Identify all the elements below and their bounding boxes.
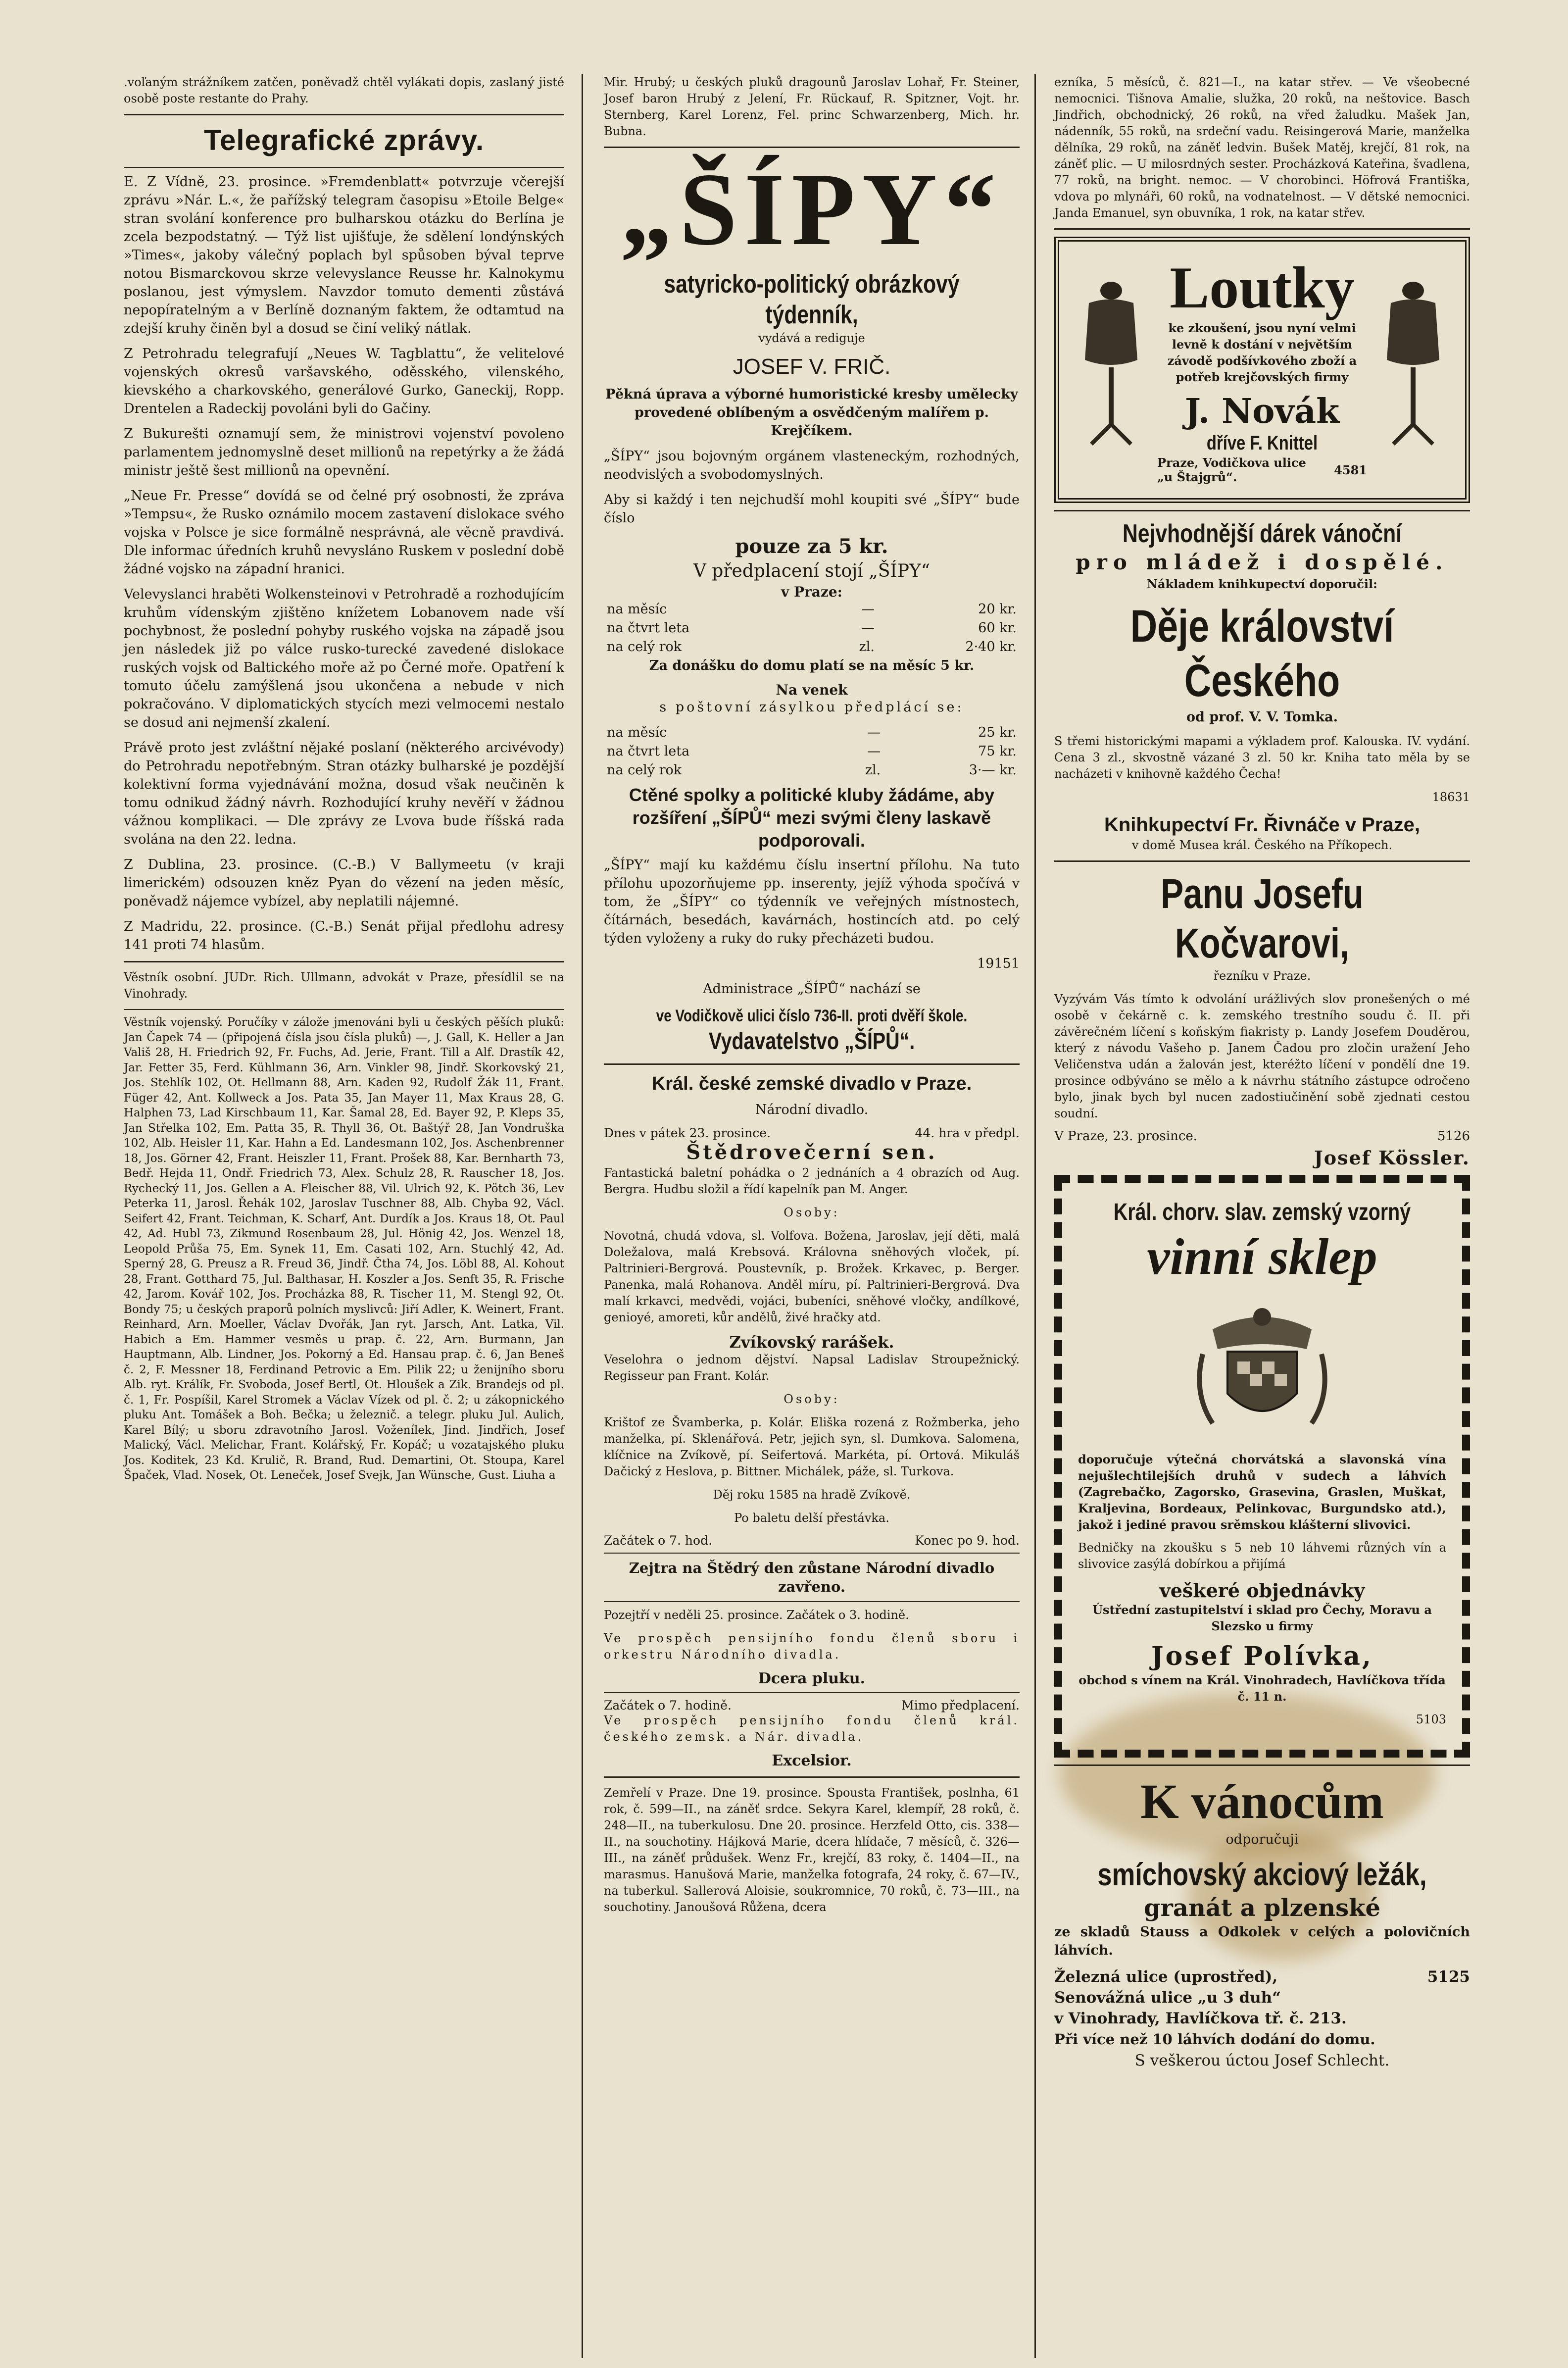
sipy-price: pouze za 5 kr.: [735, 535, 888, 558]
loutky-body: [1157, 255, 1367, 484]
price-cur: zl.: [865, 762, 881, 778]
theatre-title: Král. české zemské divadlo v Praze.: [651, 1073, 972, 1094]
notice-subtitle: řezníku v Praze.: [1213, 969, 1311, 983]
price-value: 25 kr.: [978, 725, 1017, 740]
play-title: Zvíkovský rarášek.: [729, 1333, 894, 1352]
wine-agency: Ústřední zastupitelství i sklad pro Čechy, Moravu a Slezsko u firmy: [1092, 1603, 1432, 1633]
wine-title: vinní sklep: [1147, 1228, 1377, 1285]
mannequin-icon: [1074, 276, 1148, 464]
price-table-prague: [604, 600, 1020, 656]
coat-of-arms-icon: [1183, 1295, 1341, 1443]
sunday-notice: Pozejtří v neděli 25. prosince. Začátek o 3. hodině.: [604, 1608, 909, 1622]
beer-title: K vánocům: [1140, 1774, 1384, 1829]
notice-date: V Praze, 23. prosince.: [1054, 1129, 1198, 1144]
play-setting: Děj roku 1585 na hradě Zvíkově.: [713, 1488, 911, 1502]
book-title: Děje království Českého: [1130, 601, 1394, 706]
price-label: na čtvrt leta: [607, 744, 690, 759]
telegram-bucharest: Z Bukurešti oznamují sem, že ministrovi vojenství povoleno parlamentem jednomyslně deset millionů na repetýrky a že žádá ministr ještě šest millionů na opevnění.: [124, 426, 564, 478]
benefit-notice: Ve prospěch pensijního fondu členů král. českého zemsk. a Nár. divadla.: [604, 1713, 1020, 1744]
loutky-address: Praze, Vodičkova ulice „u Štajgrů“.: [1157, 455, 1306, 484]
notice-title: Panu Josefu Kočvarovi,: [1161, 870, 1364, 966]
news-fragment: Mir. Hrubý; u českých pluků dragounů Jaroslav Lohař, Fr. Steiner, Josef baron Hrubý z Jelení, Fr. Rückauf, R. Spitzner, Vojt. hr. Sternberg, Karel Lorenz, Fel. princ Schwarzenberg, Mich. hr. Bubna.: [604, 75, 1020, 138]
mannequin-icon: [1376, 276, 1450, 464]
coat-of-arms-wrap: [1078, 1295, 1446, 1443]
play-title: Excelsior.: [772, 1752, 852, 1769]
price-value: 75 kr.: [978, 744, 1017, 759]
divider: [1054, 228, 1470, 230]
divider: [604, 1063, 1020, 1065]
divider: [1054, 1764, 1470, 1766]
theatre-subtitle: Národní divadlo.: [755, 1102, 869, 1117]
price-row: [604, 600, 1020, 619]
notice-signature: Josef Kössler.: [1314, 1147, 1470, 1169]
military-news: Věstník vojenský. Poručíky v zálože jmenováni byli u českých pěších pluků: Jan Čapek 74 — (připojená čísla jsou čísla pluků) —, J. Gall, K. Heller a Jan Vališ 28, H. Friedrich 92, Fr. Fuchs, Ad. Jerie, Frant. Till a Alf. Drastík 42, Jar. Fetter 35, Ferd. Kühlmann 36, Arn. Vinkler 98, Jindř. Skorkovský 21, Jos. Stehlík 102, Ot. Hellmann 88, Arn. Kaden 92, Rudolf Žák 11, Frant. Füger 42, Ant. Kollweck a Jos. Pata 35, Jan Mayer 11, Max Kraus 28, G. Halphen 73, Lad Kirschbaum 11, Kar. Šamal 28, Ed. Bayer 92, P. Kleps 35, Jan Střelka 102, Em. Patta 35, R. Thyll 36, Ot. Baštýř 28, Jan Vondruška 102, Alb. Heisler 11, Kar. Hahn a Ed. Landesmann 102, Jos. Aschenbrenner 18, Jos. Görner 42, Frant. Heiszler 11, Frant. Prošek 88, Kar. Bernharth 73, Bedř. Hejda 11, Ondř. Friedrich 73, Alex. Schulz 28, R. Rauscher 18, Jos. Rychecký 11, Jos. Gellen a A. Fleischer 88, Vil. Ulrich 92, K. Pötch 36, Lev Peterka 11, Jarosl. Řehák 102, Jaroslav Tuschner 88, Alb. Chyba 92, Václ. Seifert 42, Frant. Teichman, K. Scharf, Ant. Durdík a Jos. Kraus 18, Ot. Paul 42, Ad. Hubl 73, Zikmund Rosenbaum 28, Jul. Hönig 42, Jos. Wenzel 18, Leopold Průša 75, Em. Synek 11, Em. Casati 102, Arn. Stuchlý 42, Ad. Sperný 28, G. Preusz a R. Freud 36, Jindř. Čtha 74, Jos. Löbl 88, Al. Kohout 28, Frant. Gotthard 75, Jul. Balthasar, H. Koszler a Jos. Senft 35, R. Frische 42, Jarom. Kovář 102, Jos. Procházka 88, R. Tischer 11, M. Stengl 92, Ot. Bondy 75; u českých praporů polních myslivců: Jiří Adler, K. Weinert, Frant. Reinhard, Arn. Moeller, Václav Dvořák, Jan ryt. Jarsch, Ant. Latka, Vil. Habich a Em. Hammer vesměs u prap. č. 22, Arn. Burmann, Jan Hauptmann, Alb. Lindner, Jos. Pokorný a Ed. Hansau prap. č. 6, Jan Beneš č. 2, F. Messner 18, Ferdinand Petrovic a Em. Pilik 22; u ženijního sboru Alb. ryt. Králík, Fr. Svoboda, Josef Bertl, Ot. Hloušek a Zik. Brandejs od pl. č. 1, Fr. Pospíšil, Karel Stromek a Václav Vízek od pl. č. 2; u zákopnického pluku Ant. Tomášek a Boh. Bečka; u železnič. a telegr. pluku Jul. Aulich, Karel Bílý; u sboru zdravotního Jarosl. Voženílek, Jind. Jindřich, Josef Malický, Václ. Melichar, Frant. Kolářský, Fr. Kopáč; u vozatajského pluku Jos. Koditek, 23 Kd. Krulič, R. Brand, Rud. Demartini, Ot. Stoupa, Karel Špaček, Vlad. Nosek, Ot. Leneček, Josef Svejk, Jan Wünsche, Gust. Liuha a: [124, 1016, 564, 1482]
divider: [124, 1009, 564, 1010]
sipy-subtitle: satyricko-politický obrázkový týdenník,: [664, 270, 960, 329]
death-notices: ezníka, 5 měsíců, č. 821—I., na katar střev. — Ve všeobecné nemocnici. Tišnova Amalie, služka, 20 roků, na neštovice. Basch Jindřich, obchodnický, 26 roků, na vřed žaludku. Mašek Jan, nádenník, 55 roků, na srdeční vadu. Reisingerová Marie, manželka dělníka, 29 roků, na záněť ledvin. Bušek Matěj, krejčí, 81 rok, na záněť plic. — U milosrdných sester. Procházková Kateřina, švadlena, 77 roků, na bright. nemoc. — V chorobinci. Höfrová Františka, vdova po mlynáři, 60 roků, na vodnatelnost. — V dětské nemocnici. Janda Emanuel, syn obuvníka, 1 rok, na katar střev.: [1054, 75, 1470, 220]
gift-title: Nejvhodnější dárek vánoční: [1123, 519, 1402, 548]
price-cur: —: [867, 744, 881, 759]
start-time: Začátek o 7. hodině.: [604, 1698, 732, 1713]
sipy-paragraph: „ŠÍPY“ jsou bojovným orgánem vlasteneckým, rozhodných, neodvislých a svobodomyslných.: [604, 449, 1020, 482]
telegram-mission: Právě proto jest zvláštní nějaké poslaní (některého arcivévody) do Petrohradu nepotřebným. Stran otázky bulharské je pozdější kolektivní forma vyjednávání možna, dosud však neučiněn k tomu odnikud žádný návrh. Rozhodující kruhy nevěří v žádnou vážnou komplikaci. — Dle zprávy ze Lvova bude říšská rada svolána na den 22. ledna.: [124, 740, 564, 847]
play-description: Veselohra o jednom dějství. Napsal Ladislav Stroupežnický. Regisseur pan Frant. Kolár.: [604, 1353, 1020, 1383]
closure-notice: Zejtra na Štědrý den zůstane Národní divadlo zavřeno.: [629, 1560, 995, 1595]
beer-number: 5125: [1427, 1968, 1470, 1986]
sipy-paragraph: Aby si každý i ten nejchudší mohl koupiti své „ŠÍPY“ bude číslo: [604, 492, 1020, 526]
wine-subtitle: Král. chorv. slav. zemský vzorný: [1113, 1199, 1411, 1225]
divider: [604, 1553, 1020, 1554]
beer-signature: S veškerou úctou Josef Schlecht.: [1134, 2052, 1390, 2069]
wine-description: doporučuje výtečná chorvátská a slavonská vína nejušlechtilejších druhů v sudech a láhvích (Zagrebačko, Zagorsko, Grasevina, Graslen, Muškat, Kraljevina, Bordeaux, Pelinkovac, Burgundsko atd.), jakož i jediné pravou srěmskou klášterní slivovici.: [1078, 1452, 1446, 1532]
divider: [604, 1692, 1020, 1693]
price-cur: —: [867, 725, 881, 740]
book-description: S třemi historickými mapami a výkladem prof. Kalouska. IV. vydání. Cena 3 zl., skvostně vázané 3 zl. 50 kr. Kniha tato měla by se nacházeti v knihovně každého Čecha!: [1054, 734, 1470, 781]
end-time: Konec po 9. hod.: [915, 1533, 1020, 1548]
price-value: 3·— kr.: [969, 762, 1017, 778]
personal-news: Věstník osobní. JUDr. Rich. Ullmann, advokát v Praze, přesídlil se na Vinohrady.: [124, 970, 564, 1001]
telegram-madrid: Z Madridu, 22. prosince. (C.-B.) Senát přijal předlohu adresy 141 proti 74 hlasům.: [124, 919, 564, 953]
start-time: Začátek o 7. hod.: [604, 1533, 713, 1548]
wine-address: obchod s vínem na Král. Vinohradech, Havlíčkova třída č. 11 n.: [1078, 1673, 1446, 1704]
bookshop-address: v domě Musea král. Českého na Příkopech.: [1131, 838, 1393, 852]
column-3: [1044, 74, 1480, 2358]
price-value: 60 kr.: [978, 620, 1017, 636]
price-label: na měsíc: [607, 725, 667, 740]
divider: [124, 961, 564, 962]
telegram-wolkenstein: Velevyslanci hraběti Wolkensteinovi v Petrohradě a rozhodujícím kruhům vídenským zjištěno knížetem Lobanovem nade vší pochybnost, že poslední pohyby ruského vojska na západě jsou jen následek již po válce rusko-turecké zavedené dislokace ruských vojsk od Baltického moře až po Černé moře. Opatření k tomuto účelu zamýšlená jsou ukončena a nebude v nich pokračováno. V diplomatických stycích mezi velmocemi nestalo se dosud ani nejmenší zkalení.: [124, 587, 564, 730]
wine-firm: Josef Polívka,: [1151, 1641, 1373, 1671]
telegram-dublin: Z Dublina, 23. prosince. (C.-B.) V Ballymeetu (v kraji limerickém) odsouzen kněz Pyan do vězení na jeden měsíc, poněvadž nájemce vybízel, aby neplatili nájemné.: [124, 857, 564, 909]
loutky-row: [1074, 255, 1450, 484]
delivery-note: Za donášku do domu platí se na měsíc 5 kr.: [649, 658, 975, 673]
notice-footer: [1054, 1129, 1470, 1144]
price-value: 2·40 kr.: [965, 639, 1017, 655]
sipy-description: Pěkná úprava a výborné humoristické kresby umělecky provedené oblíbeným a osvědčeným malířem p. Krejčíkem.: [605, 387, 1018, 439]
postal-note: s poštovní zásylkou předplácí se:: [659, 700, 964, 715]
price-label: na celý rok: [607, 639, 682, 655]
column-rule: [582, 74, 583, 2358]
news-fragment: .voľaným strážníkem zatčen, poněvadž chtěl vylákati dopis, zaslaný jisté osobě poste restante do Prahy.: [124, 75, 564, 105]
price-value: 20 kr.: [978, 602, 1017, 617]
loutky-firm: J. Novák: [1184, 392, 1340, 431]
time-line: [604, 1533, 1020, 1548]
price-table-post: [604, 723, 1020, 780]
price-cur: —: [861, 620, 875, 636]
loutky-footer: [1157, 455, 1367, 484]
column-1: [114, 74, 574, 2358]
today-date: Dnes v pátek 23. prosince.: [604, 1126, 771, 1140]
wine-number: 5103: [1416, 1713, 1446, 1726]
play-description: Fantastická baletní pohádka o 2 jednáních a 4 obrazích od Aug. Bergra. Hudbu složil a řídí kapelník pan M. Anger.: [604, 1166, 1020, 1196]
death-notices: Zemřelí v Praze. Dne 19. prosince. Spousta František, poslnha, 61 rok, č. 599—II., na záněť srdce. Sekyra Karel, klempíř, 28 roků, č. 248—II., na tuberkulosu. Dne 20. prosince. Herzfeld Otto, cis. 338—II., na souchotiny. Hájková Marie, dcera hlídače, 7 měsíců, č. 326—III., na záněť průdušek. Wenz Fr., krejčí, 83 roky, č. 1404—II., na marasmus. Hanušová Marie, manželka fotografa, 24 roky, č. 67—IV., na tuberkul. Sallerová Aloisie, soukromnice, 70 roků, č. 73—III., na souchotiny. Janoušová Růžena, dcera: [604, 1786, 1020, 1914]
price-label: na celý rok: [607, 762, 682, 778]
time-line: [604, 1698, 1020, 1713]
price-cur: zl.: [859, 639, 875, 655]
ad-wine-cellar: [1054, 1175, 1470, 1758]
beer-stores: ze skladů Stauss a Odkolek v celých a polovičních láhvích.: [1054, 1924, 1470, 1958]
book-author: od prof. V. V. Tomka.: [1186, 709, 1338, 725]
sipy-masthead: „ŠÍPY“: [620, 152, 1003, 267]
beer-address: Železná ulice (uprostřed),: [1054, 1968, 1278, 1986]
insert-number: 19151: [977, 956, 1020, 971]
wine-sampler: Bedničky na zkoušku s 5 neb 10 láhvemi různých vín a slivovice zasýlá dobírkou a přijímá: [1078, 1541, 1446, 1571]
divider: [604, 1601, 1020, 1602]
beer-address: v Vinohrady, Havlíčkova tř. č. 213.: [1054, 2010, 1347, 2027]
beer-address: Senovážná ulice „u 3 duh“: [1054, 1989, 1281, 2007]
play-intermission: Po baletu delší přestávka.: [734, 1511, 889, 1525]
play-cast: Krištof ze Švamberka, p. Kolár. Eliška rozená z Rožmberka, jeho manželka, pí. Sklenářová. Petr, jejich syn, sl. Dumkova. Salomena, klíčnice na Zvíkově, pí. Seifertová. Markéta, pí. Ortová. Mikuláš Dačický z Heslova, p. Bittner. Michálek, páže, sl. Turkova.: [604, 1415, 1020, 1478]
publisher: Vydavatelstvo „ŠÍPŮ“.: [708, 1028, 915, 1055]
play-title: Dcera pluku.: [758, 1670, 866, 1687]
price-row: [604, 742, 1020, 761]
column-2: [594, 74, 1029, 2358]
column-rule: [1034, 74, 1036, 2358]
outside-title: Na venek: [776, 682, 848, 698]
price-label: na čtvrt leta: [607, 620, 690, 636]
performance-line: [604, 1126, 1020, 1140]
price-row: [604, 723, 1020, 742]
admin-address: ve Vodičkově ulici číslo 736-II. proti dvěří škole.: [656, 1007, 968, 1025]
ad-loutky: [1054, 237, 1470, 503]
telegram-petrograd: Z Petrohradu telegrafují „Neues W. Tagblattu“, že velitelové vojenských okresů varšavského, oděsského, vilenského, kievského a charkovského, generálové Gurko, Ganeckij, Ropp. Drentelen a Radeckij povoláni byli do Gačiny.: [124, 346, 564, 416]
subscription-title: V předplacení stojí „ŠÍPY“: [693, 561, 931, 581]
notice-number: 5126: [1437, 1129, 1470, 1144]
divider: [1054, 860, 1470, 862]
sipy-edited: vydává a rediguje: [758, 331, 865, 345]
play-title: Štědrovečerní sen.: [686, 1141, 937, 1164]
price-row: [604, 619, 1020, 638]
loutky-former: dříve F. Knittel: [1206, 432, 1318, 454]
price-cur: —: [861, 602, 875, 617]
club-appeal: Ctěné spolky a politické kluby žádáme, aby rozšíření „ŠÍPŮ“ mezi svými členy laskavě podporovali.: [629, 785, 995, 851]
divider: [604, 147, 1020, 148]
gift-publisher-note: Nákladem knihkupectví doporučil:: [1147, 577, 1377, 591]
subscription-note: Mimo předplacení.: [901, 1698, 1020, 1713]
beer-lager: smíchovský akciový ležák,: [1097, 1857, 1427, 1892]
divider: [124, 167, 564, 168]
price-row: [604, 761, 1020, 780]
play-cast: Novotná, chudá vdova, sl. Volfova. Božena, Jaroslav, její děti, malá Doležalova, malá Krebsová. Královna sněhových vloček, pí. Paltrinieri-Bergrová. Poustevník, p. Brožek. Krkavec, p. Berger. Panenka, malá Rohanova. Anděl míru, pí. Paltrinieri-Bergrová. Dva malí krkavci, medvědi, vojáci, bubeníci, sněhové vločky, andílkové, genioyé, amoreti, kůr andělů, živé hračky atd.: [604, 1229, 1020, 1324]
beer-recommend: odporučuji: [1225, 1832, 1299, 1847]
benefit-notice: Ve prospěch pensijního fondu členů sboru i orkestru Národního divadla.: [604, 1631, 1020, 1662]
divider: [124, 114, 564, 115]
sipy-editor: JOSEF V. FRIČ.: [733, 354, 891, 379]
bookshop-name: Knihkupectví Fr. Řivnáče v Praze,: [1104, 814, 1421, 836]
notice-text: Vyzývám Vás tímto k odvolání urážlivých slov pronešených o mé osobě v čekárně c. k. zemského trestního soudu č. II. při závěrečném líčení s koňským fiakristy p. Landy Josefem Douděrou, který z návodu Vašeho p. Janem Čadou pro zločin uražení Jeho Veličenstva udán a žalován jest, kteréžto líčení v pondělí dne 19. prosince odbýváno se mělo a k návrhu státního zástupce odročeno bylo, jinak bych byl nucen zadostiučinění sobě zjednati cestou soudní.: [1054, 992, 1470, 1120]
play-number: 44. hra v předpl.: [915, 1126, 1020, 1140]
loutky-title: Loutky: [1170, 254, 1355, 320]
section-title: Telegrafické zprávy.: [204, 124, 484, 156]
admin-line: Administrace „ŠÍPŮ“ nachází se: [703, 981, 921, 997]
cast-heading: Osoby:: [784, 1392, 840, 1406]
telegram-vienna: E. Z Vídně, 23. prosince. »Fremdenblatt« potvrzuje včerejší zprávu »Nár. L.«, že pařížský telegram časopisu »Etoile Belge« stran svolání konference pro bulharskou otázku do Berlína je zcela bezpodstatný. — Týž list ujišťuje, že sdělení londýnských »Times«, jakoby válečný poplach byl spůsoben býval teprve notou Bismarckovou skrze velevyslance Reusse hr. Kalnokymu poslanou, jest výmyslem. Navzdor tomuto dementi zůstává nepopíratelným a v Berlíně doznaným faktem, že odtamtud na zdejší kruhy činěn byl a dosud se činí veliký nátlak.: [124, 174, 564, 336]
divider: [604, 1776, 1020, 1778]
wine-orders: veškeré objednávky: [1159, 1579, 1365, 1602]
divider: [1054, 510, 1470, 511]
insert-notice: „ŠÍPY“ mají ku každému číslu insertní přílohu. Na tuto přílohu upozorňujeme pp. inserenty, jejíž výhoda spočívá v tom, že „ŠÍPY“ co týdenník ve veřejných místnostech, čítárnách, besedách, kavárnách, hostincích atd. po celý týden vyloženy a ruky do ruky přecházeti budou.: [604, 857, 1020, 946]
beer-address-row: [1054, 1966, 1470, 1987]
loutky-description: ke zkoušení, jsou nyní velmi levně k dostání v největším závodě podšívkového zboží a potřeb krejčovských firmy: [1167, 321, 1357, 384]
beer-types: granát a plzenské: [1144, 1894, 1380, 1922]
telegram-presse: „Neue Fr. Presse“ dovídá se od čelné prý osobnosti, že zpráva »Tempsu«, že Rusko oznámilo mocem zastavení dislokace svého vojska v Polsce je sice formálně nesprávná, ale věcně pravdivá. Dle informac úředních kruhů nevysláno Ruskem v poslední době žádné vojsko na západní hranici.: [124, 488, 564, 577]
price-label: na měsíc: [607, 602, 667, 617]
loutky-number: 4581: [1334, 462, 1367, 477]
price-row: [604, 638, 1020, 656]
beer-delivery: Při více než 10 láhvích dodání do domu.: [1054, 2031, 1375, 2048]
gift-subtitle: pro mládež i dospělé.: [1076, 550, 1449, 574]
subscription-prague: v Praze:: [781, 584, 843, 600]
book-number: 18631: [1432, 790, 1470, 804]
cast-heading: Osoby:: [784, 1206, 840, 1219]
